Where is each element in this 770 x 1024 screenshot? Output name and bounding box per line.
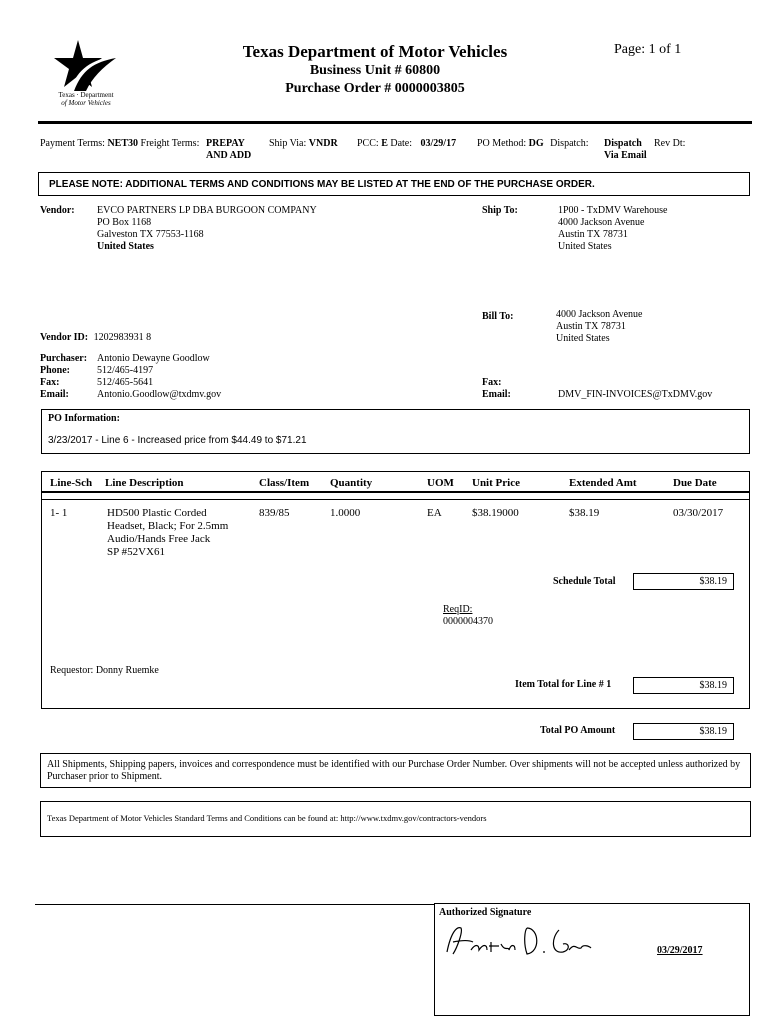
col-header-quantity: Quantity [330,477,373,489]
payment-terms-label: Payment Terms: [40,138,105,149]
purchaser-fax: 512/465-5641 [97,377,154,388]
total-po-label: Total PO Amount [540,725,616,736]
requestor: Requestor: Donny Ruemke [50,665,159,676]
description-line: Headset, Black; For 2.5mm [107,520,229,532]
po-information-box [41,409,750,454]
po-method-value: DG [528,138,544,149]
item-total-label: Item Total for Line # 1 [515,679,612,690]
purchaser-values [97,353,221,401]
bill-contact-labels [482,377,511,401]
item-total-value-box [633,677,734,694]
cell-line-sch: 1- 1 [50,507,68,519]
req-id-value: 0000004370 [443,616,493,627]
vendor-id-value: 1202983931 8 [93,332,152,343]
schedule-total-value: $38.19 [699,576,727,587]
ship-to-line: Austin TX 78731 [558,229,628,240]
bill-to-line: 4000 Jackson Avenue [556,309,643,320]
pcc-label: PCC: [357,138,379,149]
total-po-value: $38.19 [699,726,727,737]
vendor-id [40,332,151,344]
purchaser-name: Antonio Dewayne Goodlow [97,353,210,364]
vendor-line: PO Box 1168 [97,217,152,228]
po-info-text: 3/23/2017 - Line 6 - Increased price from $44.49 to $71.21 [48,435,307,446]
req-id-label: ReqID: [443,604,473,615]
bill-email-value: DMV_FIN-INVOICES@TxDMV.gov [558,389,713,400]
col-header-due-date: Due Date [673,477,717,489]
pcc-value: E [381,138,388,149]
total-po-value-box [633,723,734,740]
page-number: Page: 1 of 1 [614,42,682,57]
vendor-label: Vendor: [40,205,75,216]
table-header-divider [42,491,749,493]
freight-terms-value: PREPAY [206,138,245,149]
ship-to-line: 4000 Jackson Avenue [558,217,645,228]
ship-to-line: 1P00 - TxDMV Warehouse [558,205,668,216]
table-row-divider [42,499,749,500]
purchaser-label: Purchaser: [40,353,88,364]
cell-uom: EA [427,507,442,519]
date-label: Date: [390,138,413,149]
rev-dt-label: Rev Dt: [654,138,686,149]
purchaser-labels [40,353,87,401]
description-line: HD500 Plastic Corded [107,507,207,519]
signature-date: 03/29/2017 [657,945,703,956]
bill-to-label: Bill To: [482,311,514,322]
ship-to-line: United States [558,241,612,252]
page-title: Texas Department of Motor Vehicles [242,42,508,61]
schedule-total-value-box [633,573,734,590]
vendor-line: United States [97,241,154,252]
item-total-value: $38.19 [699,680,727,691]
shipments-note-text: All Shipments, Shipping papers, invoices and correspondence must be identified with our Purchase Order Number. Over shipments will not be accepted unless authorized by Purchaser prior to Shipment. [47,759,741,782]
terms-link-text: Texas Department of Motor Vehicles Standard Terms and Conditions can be found at: http://www.txdmv.gov/contractors-vendors [47,813,487,823]
bill-to-line: United States [556,333,610,344]
col-header-unit-price: Unit Price [472,477,520,489]
note-text: PLEASE NOTE: ADDITIONAL TERMS AND CONDITIONS MAY BE LISTED AT THE END OF THE PURCHASE ORDER. [49,179,595,190]
note-box [38,172,750,196]
cell-due-date: 03/30/2017 [673,507,724,519]
po-info-label: PO Information: [48,413,120,424]
signature-text [593,922,594,923]
freight-terms-value-2: AND ADD [206,150,252,161]
col-header-class-item: Class/Item [259,477,310,489]
signature-line [35,904,435,905]
phone-label: Phone: [40,365,70,376]
logo-text-line2: of Motor Vehicles [61,99,111,107]
description-line: Audio/Hands Free Jack [107,533,211,545]
vendor-line: EVCO PARTNERS LP DBA BURGOON COMPANY [97,205,317,216]
purchase-order-number: Purchase Order # 0000003805 [285,81,465,96]
col-header-extended-amt: Extended Amt [569,477,637,489]
vendor-id-label: Vendor ID: [40,332,89,343]
purchaser-phone: 512/465-4197 [97,365,154,376]
bill-to-address [556,309,642,345]
bill-email-label: Email: [482,389,511,400]
dispatch-label: Dispatch: [550,138,589,149]
fax-label: Fax: [40,377,60,388]
ship-to-label: Ship To: [482,205,518,216]
signature-box [434,903,750,1016]
bill-to-line: Austin TX 78731 [556,321,626,332]
po-method-label: PO Method: [477,138,527,149]
col-header-description: Line Description [105,477,184,489]
freight-terms-label: Freight Terms: [140,138,200,149]
schedule-total-label: Schedule Total [553,576,616,587]
ship-via-value: VNDR [308,138,338,149]
ship-via-label: Ship Via: [269,138,307,149]
description-line: SP #52VX61 [107,546,165,558]
logo-text-line1: Texas · Department [58,91,114,99]
vendor-line: Galveston TX 77553-1168 [97,229,204,240]
bill-fax-label: Fax: [482,377,502,388]
authorized-signature-label: Authorized Signature [439,907,532,918]
req-id [443,604,493,628]
ship-to-address [558,205,667,253]
cell-quantity: 1.0000 [330,507,361,519]
header-divider [38,121,752,124]
cell-unit-price: $38.19000 [472,507,519,519]
vendor-address [97,205,317,253]
terms-row [40,138,752,164]
col-header-uom: UOM [427,477,454,489]
email-label: Email: [40,389,69,400]
dispatch-value: Dispatch [604,138,642,149]
cell-description [107,507,228,559]
col-header-line-sch: Line-Sch [50,477,93,489]
dispatch-value-2: Via Email [604,150,647,161]
date-value: 03/29/17 [420,138,457,149]
business-unit: Business Unit # 60800 [309,63,441,78]
purchaser-email: Antonio.Goodlow@txdmv.gov [97,389,222,400]
cell-extended-amt: $38.19 [569,507,600,519]
terms-link-box [40,801,751,837]
cell-class-item: 839/85 [259,507,290,519]
signature-handwriting [443,922,593,962]
shipments-note-box [40,753,751,788]
payment-terms-value: NET30 [107,138,139,149]
